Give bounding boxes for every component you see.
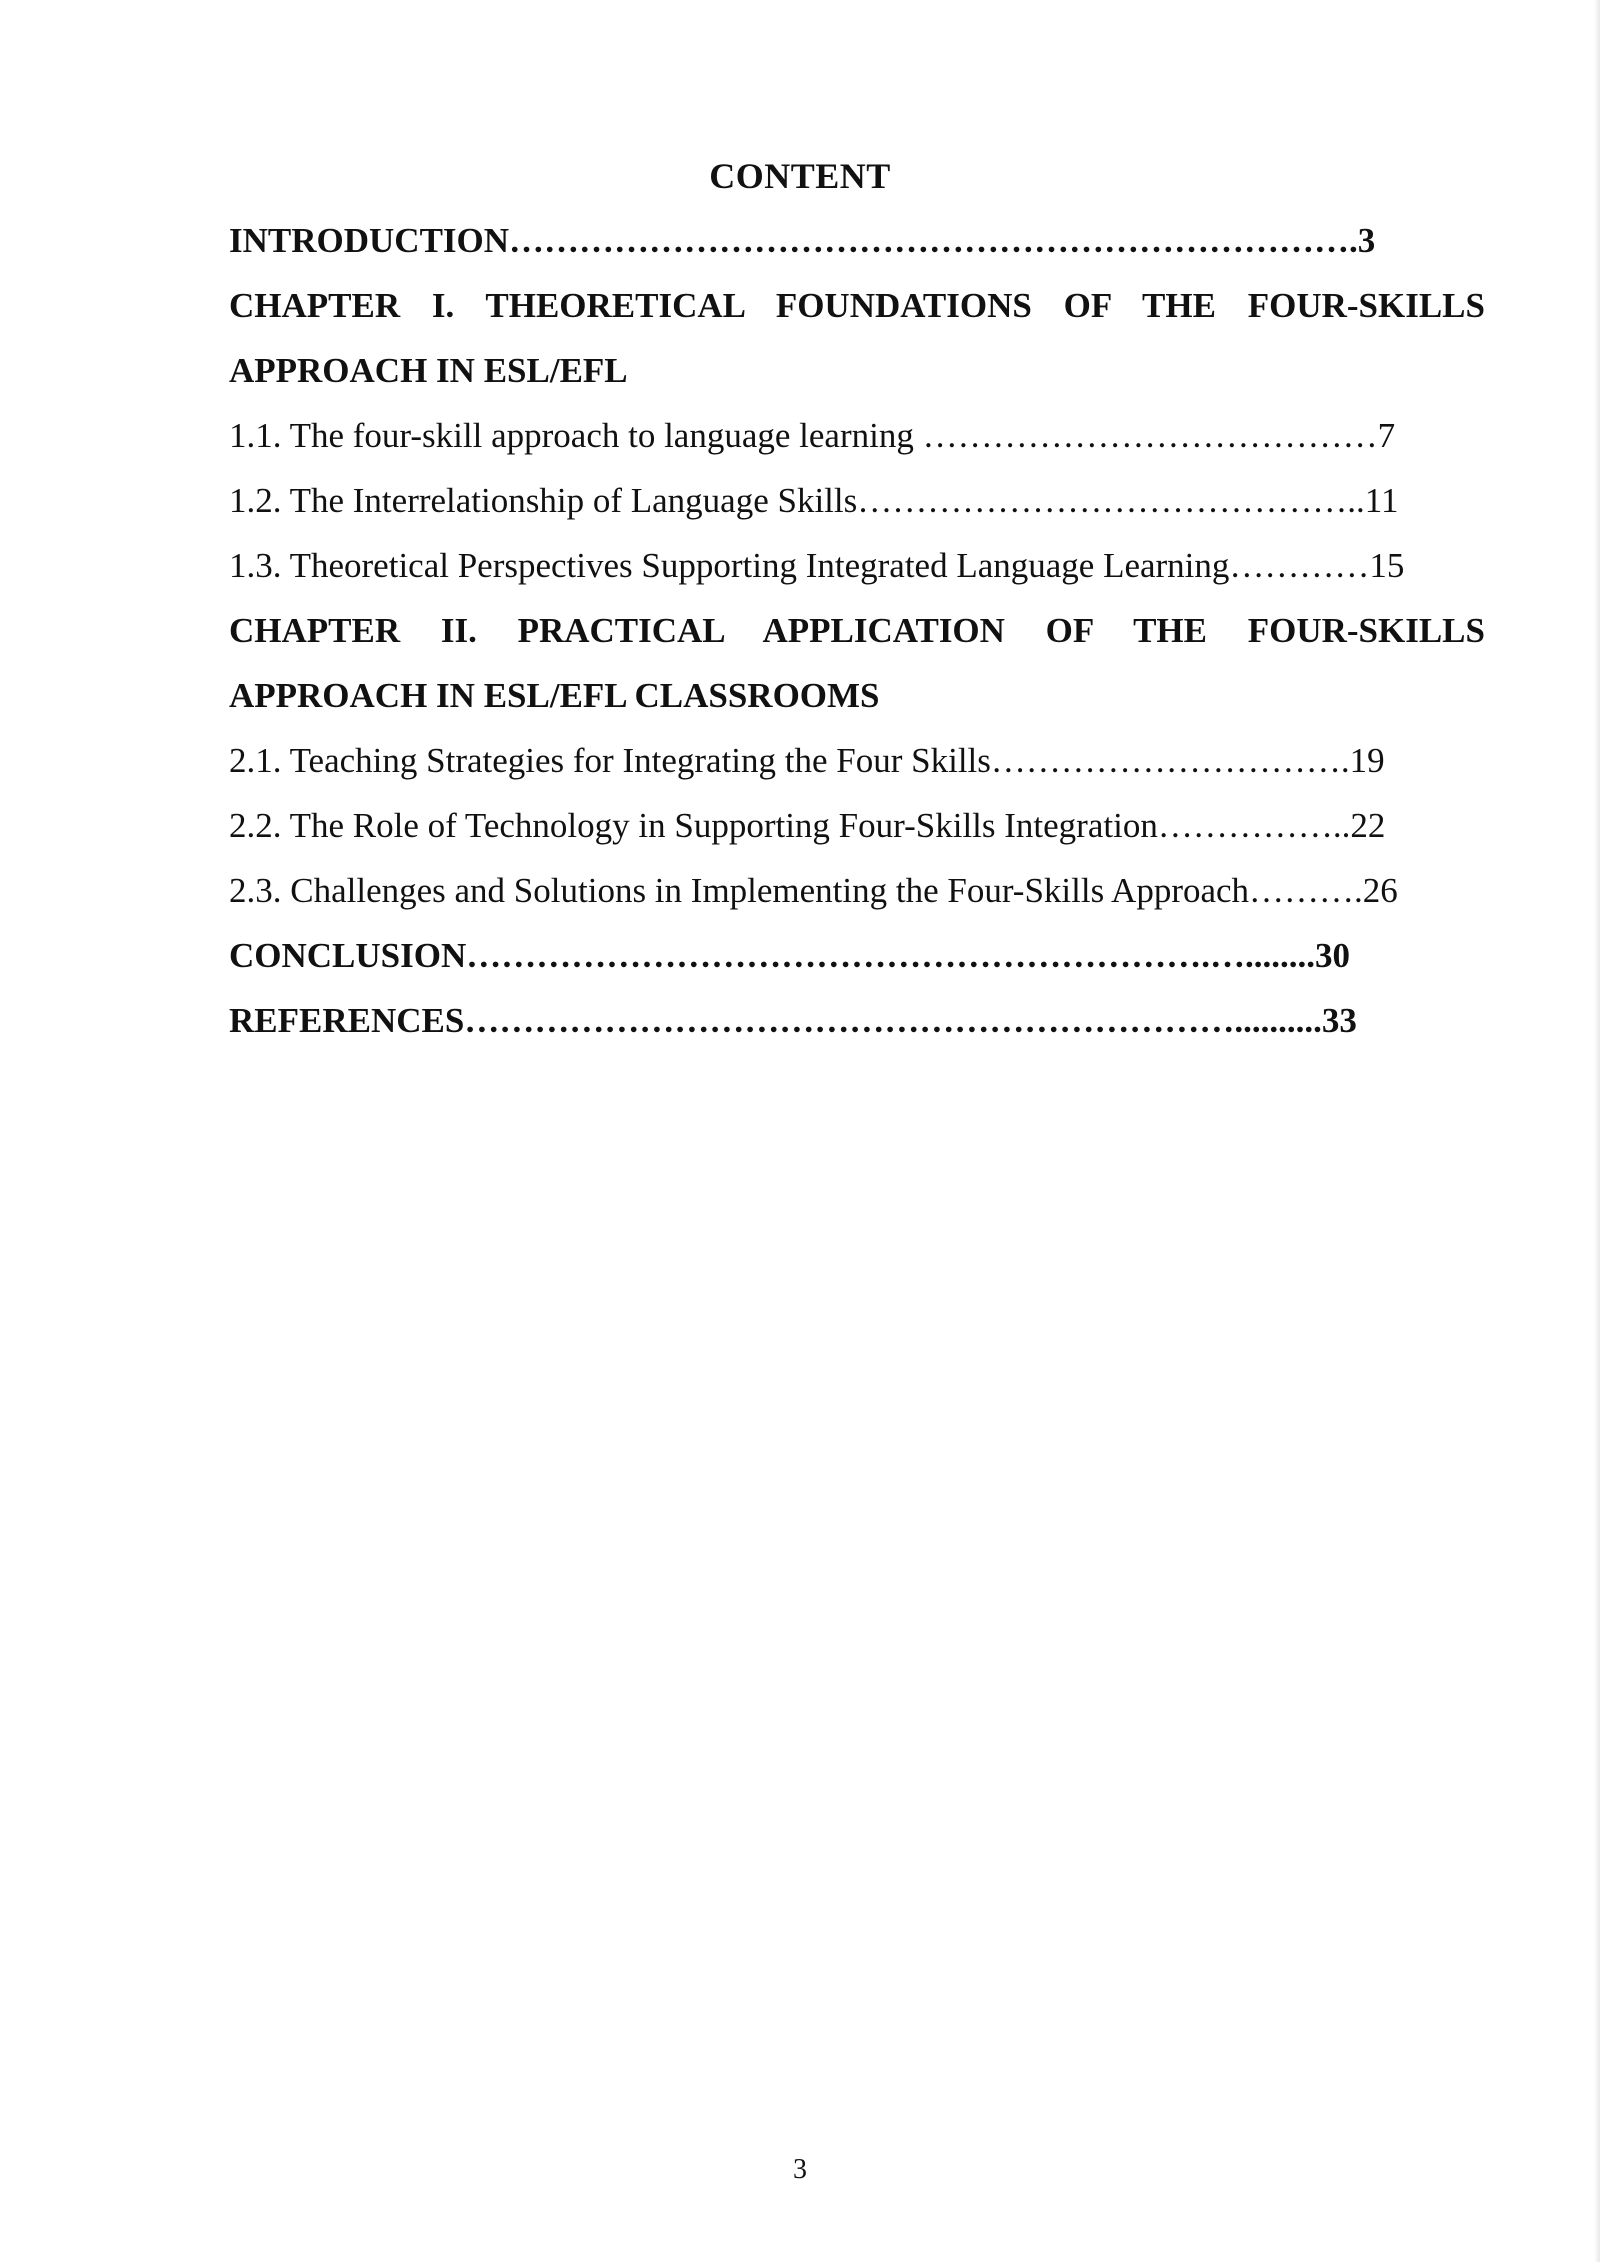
toc-entry-section-2-3: 2.3. Challenges and Solutions in Implementing the Four-Skills Approach……….26 — [229, 871, 1398, 910]
toc-entry-section-1-3: 1.3. Theoretical Perspectives Supporting Integrated Language Learning…………15 — [229, 546, 1405, 585]
toc-entry-section-1-2: 1.2. The Interrelationship of Language Skills……………………………………..11 — [229, 481, 1399, 520]
table-of-contents — [229, 208, 1485, 1053]
page-title: CONTENT — [709, 156, 891, 196]
toc-entry-references: REFERENCES…………………………………………………………..........33 — [229, 1001, 1357, 1040]
toc-entry-introduction: INTRODUCTION……………………………………………………………….3 — [229, 221, 1376, 260]
toc-chapter-1-heading: CHAPTER I. THEORETICAL FOUNDATIONS OF THE FOUR-SKILLS — [229, 286, 1485, 325]
toc-entry-section-1-1: 1.1. The four-skill approach to language learning …………………………………7 — [229, 416, 1396, 455]
toc-chapter-2-heading-continued: APPROACH IN ESL/EFL CLASSROOMS — [229, 676, 880, 715]
toc-entry-section-2-1: 2.1. Teaching Strategies for Integrating the Four Skills………………………….19 — [229, 741, 1385, 780]
toc-entry-conclusion: CONCLUSION……………………………………………………….…........30 — [229, 936, 1351, 975]
toc-chapter-1-heading-continued: APPROACH IN ESL/EFL — [229, 351, 628, 390]
page-edge-shadow — [1594, 0, 1600, 2262]
page-number: 3 — [793, 2154, 807, 2185]
toc-entry-section-2-2: 2.2. The Role of Technology in Supporting Four-Skills Integration……………..22 — [229, 806, 1386, 845]
toc-chapter-2-heading: CHAPTER II. PRACTICAL APPLICATION OF THE FOUR-SKILLS — [229, 611, 1485, 650]
